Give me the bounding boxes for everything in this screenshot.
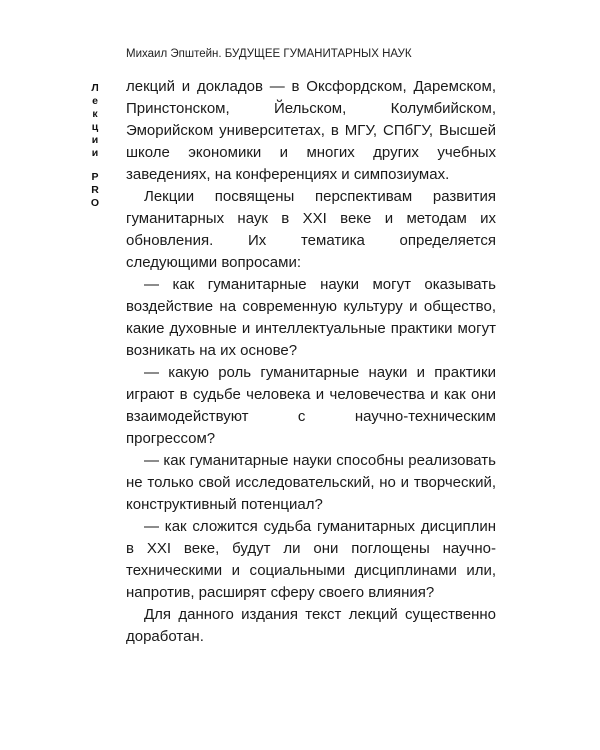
- paragraph: Для данного издания текст лекций существенно доработан.: [126, 606, 496, 645]
- paragraph: — какую роль гуманитарные науки и практики играют в судьбе человека и человечества и как они взаимодействуют с научно-техническим прогрессом?: [126, 364, 496, 447]
- sidebar-letter: е: [92, 95, 98, 107]
- sidebar-letter: P: [91, 171, 99, 183]
- sidebar-letter: к: [92, 108, 98, 120]
- paragraph: — как гуманитарные науки могут оказывать воздействие на современную культуру и общество, какие духовные и интеллектуальные практики могут возникать на их основе?: [126, 276, 496, 359]
- sidebar-letter: ц: [91, 121, 99, 133]
- sidebar-letter: O: [90, 197, 100, 209]
- paragraph: — как сложится судьба гуманитарных дисциплин в XXI веке, будут ли они поглощены научно-техническими и социальными дисциплинами или, напротив, расширят сферу своего влияния?: [126, 518, 496, 601]
- paragraph: лекций и докладов — в Оксфордском, Даремском, Принстонском, Йельском, Колумбийском, Эморийском университетах, в МГУ, СПбГУ, Высшей школе экономики и многих других учебных заведениях, на конференциях и симпозиумах.: [126, 78, 496, 183]
- running-header: Михаил Эпштейн. БУДУЩЕЕ ГУМАНИТАРНЫХ НАУК: [126, 48, 412, 60]
- paragraph: Лекции посвящены перспективам развития гуманитарных наук в XXI веке и методам их обновления. Их тематика определяется следующими вопросами:: [126, 188, 496, 271]
- sidebar-letter: и: [91, 134, 99, 146]
- paragraph: — как гуманитарные науки способны реализовать не только свой исследовательский, но и творческий, конструктивный потенциал?: [126, 452, 496, 513]
- sidebar-letter: R: [91, 184, 99, 196]
- series-sidebar: [88, 82, 102, 210]
- body-text: [126, 76, 496, 648]
- sidebar-letter: Л: [91, 82, 99, 94]
- sidebar-letter: и: [91, 147, 99, 159]
